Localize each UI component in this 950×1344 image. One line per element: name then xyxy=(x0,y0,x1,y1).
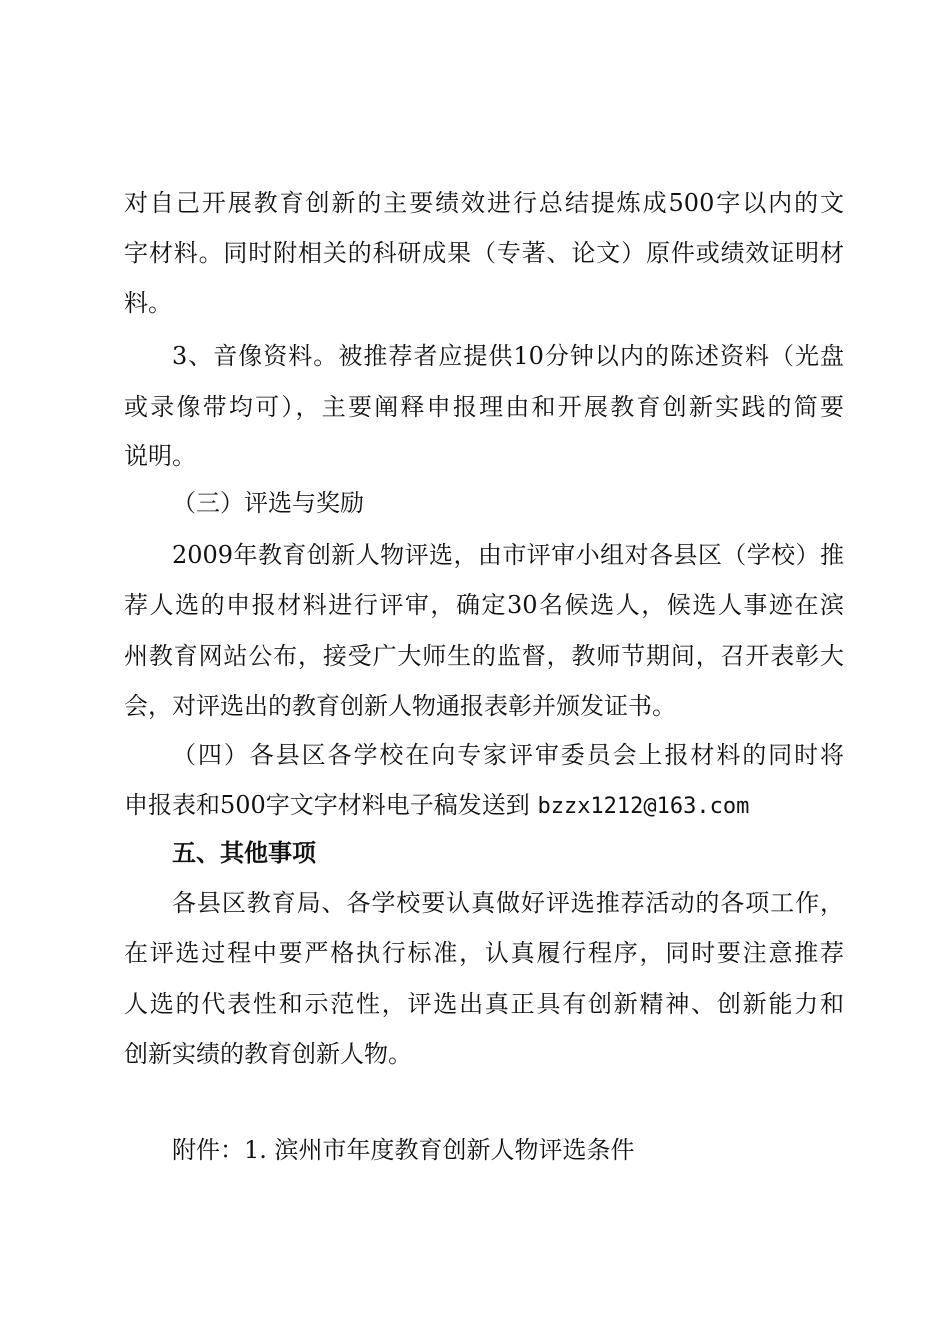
paragraph-line: 人选的代表性和示范性，评选出真正具有创新精神、创新能力和 xyxy=(124,990,844,1018)
paragraph-line: 对自己开展教育创新的主要绩效进行总结提炼成500字以内的文 xyxy=(124,189,844,217)
paragraph-line: 字材料。同时附相关的科研成果（专著、论文）原件或绩效证明材 xyxy=(124,239,844,267)
paragraph-line: 荐人选的申报材料进行评审，确定30名候选人，候选人事迹在滨 xyxy=(124,591,844,619)
paragraph-line: 州教育网站公布，接受广大师生的监督，教师节期间，召开表彰大 xyxy=(124,642,844,670)
section-heading: 五、其他事项 xyxy=(172,838,316,867)
paragraph-line: 料。 xyxy=(124,289,172,317)
paragraph-line: 创新实绩的教育创新人物。 xyxy=(124,1040,412,1068)
paragraph-line: 或录像带均可），主要阐释申报理由和开展教育创新实践的简要 xyxy=(124,393,844,421)
section-heading: （三）评选与奖励 xyxy=(172,489,364,517)
paragraph-line: 说明。 xyxy=(124,442,196,470)
paragraph-line: 3、音像资料。被推荐者应提供10分钟以内的陈述资料（光盘 xyxy=(172,342,844,370)
paragraph-line: 在评选过程中要严格执行标准，认真履行程序，同时要注意推荐 xyxy=(124,939,844,967)
paragraph-line: 2009年教育创新人物评选，由市评审小组对各县区（学校）推 xyxy=(172,541,844,569)
paragraph-line: 各县区教育局、各学校要认真做好评选推荐活动的各项工作， xyxy=(172,889,844,917)
attachment-line: 附件：1. 滨州市年度教育创新人物评选条件 xyxy=(172,1136,635,1164)
paragraph-line: （四）各县区各学校在向专家评审委员会上报材料的同时将 xyxy=(172,741,844,769)
paragraph-line-email xyxy=(124,790,844,822)
email-address: bzzx1212@163.com xyxy=(537,794,750,819)
email-prefix-text: 申报表和500字文字材料电子稿发送到 xyxy=(124,791,530,819)
paragraph-line: 会，对评选出的教育创新人物通报表彰并颁发证书。 xyxy=(124,692,676,720)
